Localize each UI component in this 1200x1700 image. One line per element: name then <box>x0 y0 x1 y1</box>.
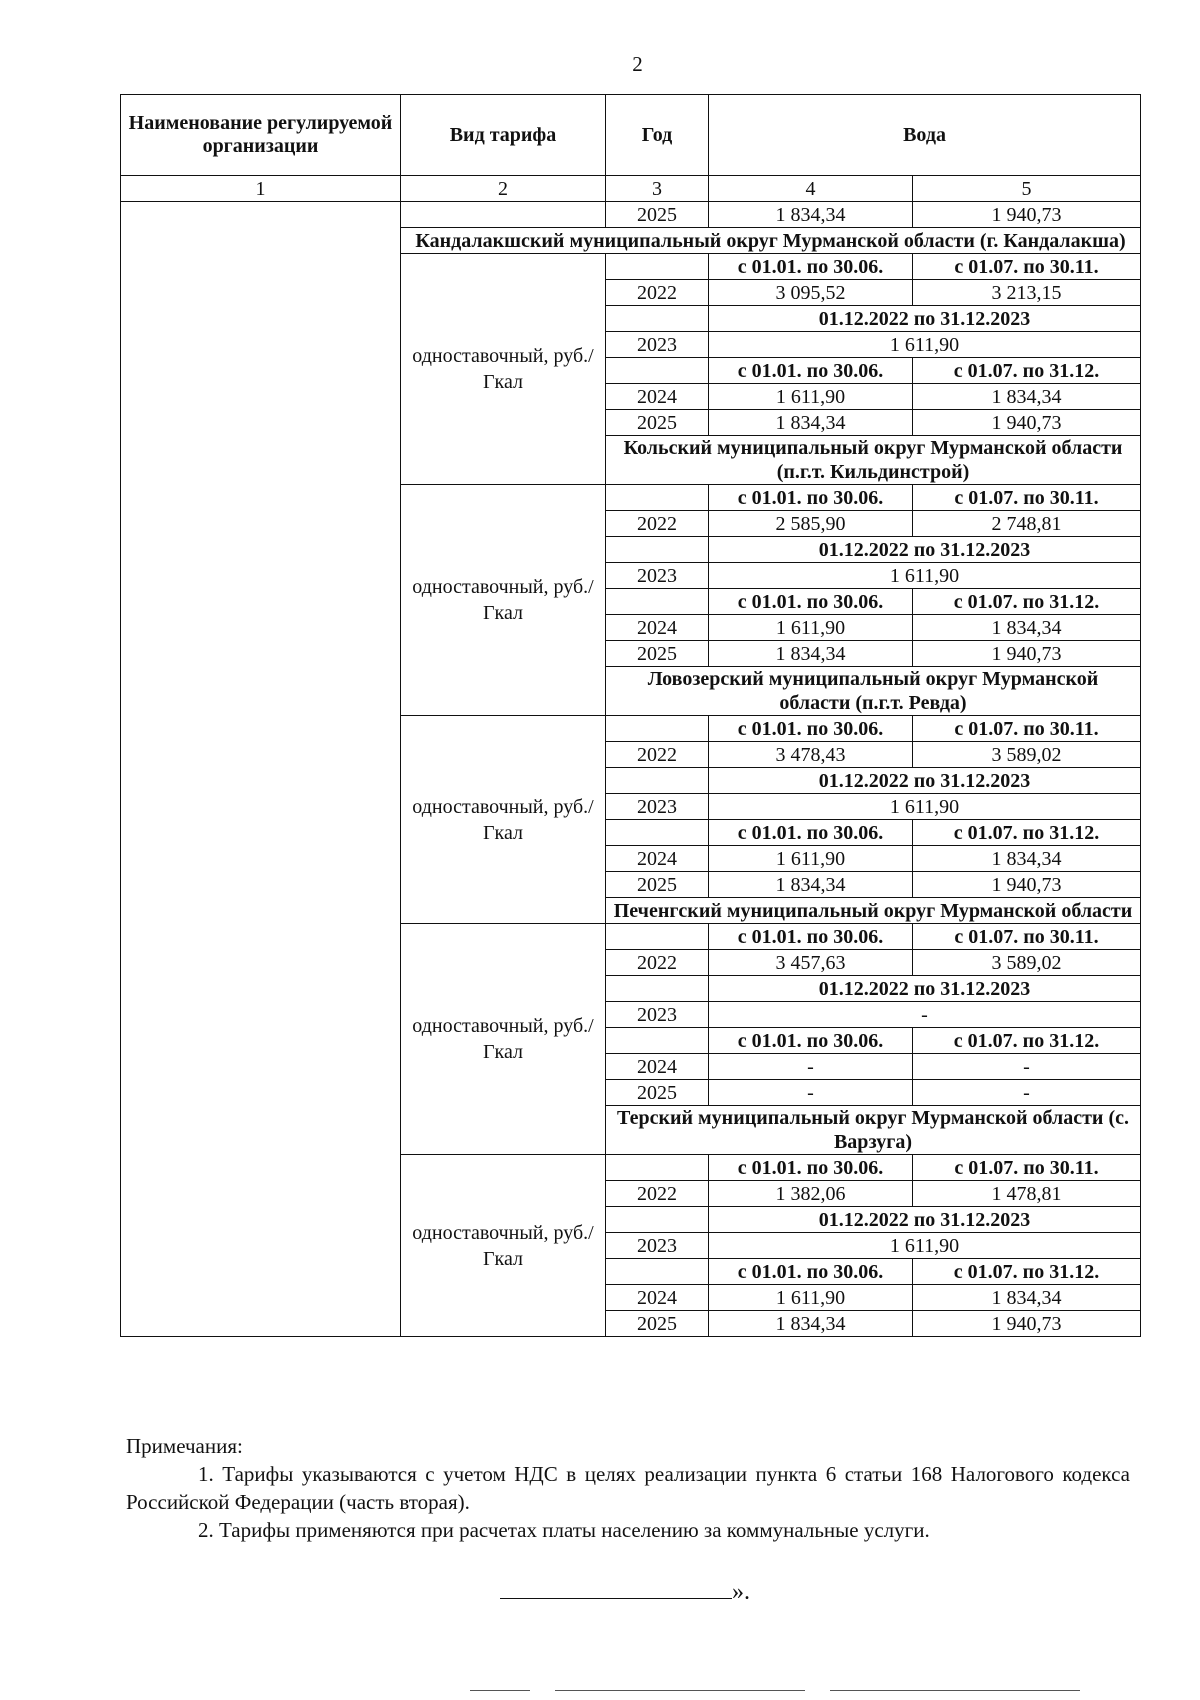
year-cell: 2025 <box>606 1311 709 1337</box>
year-cell-empty <box>606 1259 709 1285</box>
value-cell: 3 589,02 <box>913 950 1141 976</box>
value-cell: 1 611,90 <box>709 615 913 641</box>
year-cell: 2022 <box>606 742 709 768</box>
year-cell: 2024 <box>606 1285 709 1311</box>
signature-line <box>500 1578 732 1599</box>
col-num-2: 2 <box>401 176 606 202</box>
tariff-table <box>120 94 1141 1337</box>
tariff-type-cell: одноставочный, руб./Гкал <box>401 485 606 716</box>
closing-mark <box>500 1578 750 1606</box>
notes-title: Примечания: <box>126 1434 243 1458</box>
year-cell: 2025 <box>606 872 709 898</box>
district-title: Кольский муниципальный округ Мурманской области (п.г.т. Кильдинстрой) <box>606 436 1141 485</box>
year-cell-empty <box>606 537 709 563</box>
period-cell: 01.12.2022 по 31.12.2023 <box>709 768 1141 794</box>
year-cell: 2025 <box>606 202 709 228</box>
value-cell: 1 834,34 <box>913 846 1141 872</box>
period-cell: 01.12.2022 по 31.12.2023 <box>709 1207 1141 1233</box>
header-org: Наименование регулируемой организации <box>121 95 401 176</box>
value-cell: 1 834,34 <box>913 1285 1141 1311</box>
value-cell: 3 457,63 <box>709 950 913 976</box>
year-cell: 2024 <box>606 615 709 641</box>
year-cell: 2022 <box>606 950 709 976</box>
closing-quote: ». <box>732 1579 750 1605</box>
period-cell: с 01.07. по 31.12. <box>913 1028 1141 1054</box>
year-cell: 2023 <box>606 332 709 358</box>
district-title: Печенгский муниципальный округ Мурманской области <box>606 898 1141 924</box>
period-cell: с 01.01. по 30.06. <box>709 1155 913 1181</box>
value-cell: 3 589,02 <box>913 742 1141 768</box>
year-cell-empty <box>606 358 709 384</box>
notes <box>126 1432 1130 1544</box>
period-cell: 01.12.2022 по 31.12.2023 <box>709 537 1141 563</box>
value-cell: 3 213,15 <box>913 280 1141 306</box>
year-cell: 2025 <box>606 641 709 667</box>
value-cell: 2 585,90 <box>709 511 913 537</box>
value-cell: 1 611,90 <box>709 1285 913 1311</box>
year-cell: 2025 <box>606 1080 709 1106</box>
value-cell: 1 940,73 <box>913 410 1141 436</box>
year-cell: 2022 <box>606 280 709 306</box>
value-cell: 1 940,73 <box>913 872 1141 898</box>
header-year: Год <box>606 95 709 176</box>
period-cell: с 01.01. по 30.06. <box>709 924 913 950</box>
period-cell: с 01.01. по 30.06. <box>709 716 913 742</box>
tariff-cell-empty <box>401 202 606 228</box>
year-cell-empty <box>606 976 709 1002</box>
value-cell: 2 748,81 <box>913 511 1141 537</box>
year-cell: 2024 <box>606 384 709 410</box>
note-item: 2. Тарифы применяются при расчетах платы населению за коммунальные услуги. <box>198 1518 930 1542</box>
year-cell: 2024 <box>606 846 709 872</box>
district-title: Терский муниципальный округ Мурманской области (с. Варзуга) <box>606 1106 1141 1155</box>
value-cell: 1 940,73 <box>913 641 1141 667</box>
year-cell-empty <box>606 1155 709 1181</box>
value-cell: 1 834,34 <box>709 410 913 436</box>
period-cell: с 01.07. по 31.12. <box>913 589 1141 615</box>
period-cell: с 01.07. по 30.11. <box>913 485 1141 511</box>
header-tariff-type: Вид тарифа <box>401 95 606 176</box>
value-cell: 1 834,34 <box>709 1311 913 1337</box>
col-num-5: 5 <box>913 176 1141 202</box>
district-title: Ловозерский муниципальный округ Мурманской области (п.г.т. Ревда) <box>606 667 1141 716</box>
year-cell-empty <box>606 306 709 332</box>
period-cell: 01.12.2022 по 31.12.2023 <box>709 306 1141 332</box>
year-cell-empty <box>606 485 709 511</box>
period-cell: с 01.01. по 30.06. <box>709 589 913 615</box>
value-cell: - <box>913 1054 1141 1080</box>
period-cell: с 01.07. по 30.11. <box>913 924 1141 950</box>
year-cell: 2023 <box>606 1233 709 1259</box>
period-cell: с 01.07. по 31.12. <box>913 358 1141 384</box>
header-water: Вода <box>709 95 1141 176</box>
value-cell: - <box>709 1054 913 1080</box>
value-cell: 3 095,52 <box>709 280 913 306</box>
col-num-3: 3 <box>606 176 709 202</box>
district-title: Кандалакшский муниципальный округ Мурманской области (г. Кандалакша) <box>401 228 1141 254</box>
bottom-rule <box>470 1690 530 1691</box>
value-cell: 1 834,34 <box>709 202 913 228</box>
period-cell: с 01.01. по 30.06. <box>709 254 913 280</box>
value-cell: 3 478,43 <box>709 742 913 768</box>
value-cell: - <box>913 1080 1141 1106</box>
period-cell: с 01.07. по 31.12. <box>913 820 1141 846</box>
table-header-row <box>121 95 1141 176</box>
year-cell: 2023 <box>606 1002 709 1028</box>
bottom-rule <box>555 1690 805 1691</box>
bottom-rule <box>830 1690 1080 1691</box>
tariff-type-cell: одноставочный, руб./Гкал <box>401 716 606 924</box>
year-cell: 2025 <box>606 410 709 436</box>
year-cell-empty <box>606 924 709 950</box>
value-cell: 1 611,90 <box>709 1233 1141 1259</box>
column-number-row <box>121 176 1141 202</box>
year-cell: 2022 <box>606 1181 709 1207</box>
year-cell-empty <box>606 1207 709 1233</box>
period-cell: с 01.01. по 30.06. <box>709 358 913 384</box>
year-cell-empty <box>606 254 709 280</box>
period-cell: 01.12.2022 по 31.12.2023 <box>709 976 1141 1002</box>
value-cell: 1 940,73 <box>913 202 1141 228</box>
value-cell: 1 834,34 <box>913 615 1141 641</box>
page-number: 2 <box>632 52 643 76</box>
year-cell: 2024 <box>606 1054 709 1080</box>
period-cell: с 01.01. по 30.06. <box>709 820 913 846</box>
tariff-type-cell: одноставочный, руб./Гкал <box>401 924 606 1155</box>
tariff-type-cell: одноставочный, руб./Гкал <box>401 1155 606 1337</box>
value-cell: 1 478,81 <box>913 1181 1141 1207</box>
col-num-4: 4 <box>709 176 913 202</box>
value-cell: 1 940,73 <box>913 1311 1141 1337</box>
value-cell: - <box>709 1002 1141 1028</box>
value-cell: 1 834,34 <box>709 641 913 667</box>
value-cell: - <box>709 1080 913 1106</box>
year-cell: 2023 <box>606 563 709 589</box>
period-cell: с 01.01. по 30.06. <box>709 1028 913 1054</box>
year-cell-empty <box>606 1028 709 1054</box>
period-cell: с 01.01. по 30.06. <box>709 1259 913 1285</box>
value-cell: 1 611,90 <box>709 563 1141 589</box>
year-cell-empty <box>606 768 709 794</box>
period-cell: с 01.07. по 30.11. <box>913 254 1141 280</box>
period-cell: с 01.07. по 30.11. <box>913 716 1141 742</box>
value-cell: 1 611,90 <box>709 846 913 872</box>
value-cell: 1 382,06 <box>709 1181 913 1207</box>
period-cell: с 01.07. по 31.12. <box>913 1259 1141 1285</box>
value-cell: 1 611,90 <box>709 384 913 410</box>
period-cell: с 01.01. по 30.06. <box>709 485 913 511</box>
value-cell: 1 834,34 <box>913 384 1141 410</box>
note-item: 1. Тарифы указываются с учетом НДС в целях реализации пункта 6 статьи 168 Налогового кодекса Российской Федерации (часть вторая). <box>126 1462 1130 1514</box>
value-cell: 1 611,90 <box>709 332 1141 358</box>
year-cell: 2023 <box>606 794 709 820</box>
year-cell-empty <box>606 589 709 615</box>
year-cell-empty <box>606 820 709 846</box>
table-row <box>121 202 1141 228</box>
year-cell: 2022 <box>606 511 709 537</box>
value-cell: 1 611,90 <box>709 794 1141 820</box>
period-cell: с 01.07. по 30.11. <box>913 1155 1141 1181</box>
org-name-cell <box>121 202 401 1337</box>
value-cell: 1 834,34 <box>709 872 913 898</box>
tariff-type-cell: одноставочный, руб./Гкал <box>401 254 606 485</box>
col-num-1: 1 <box>121 176 401 202</box>
year-cell-empty <box>606 716 709 742</box>
